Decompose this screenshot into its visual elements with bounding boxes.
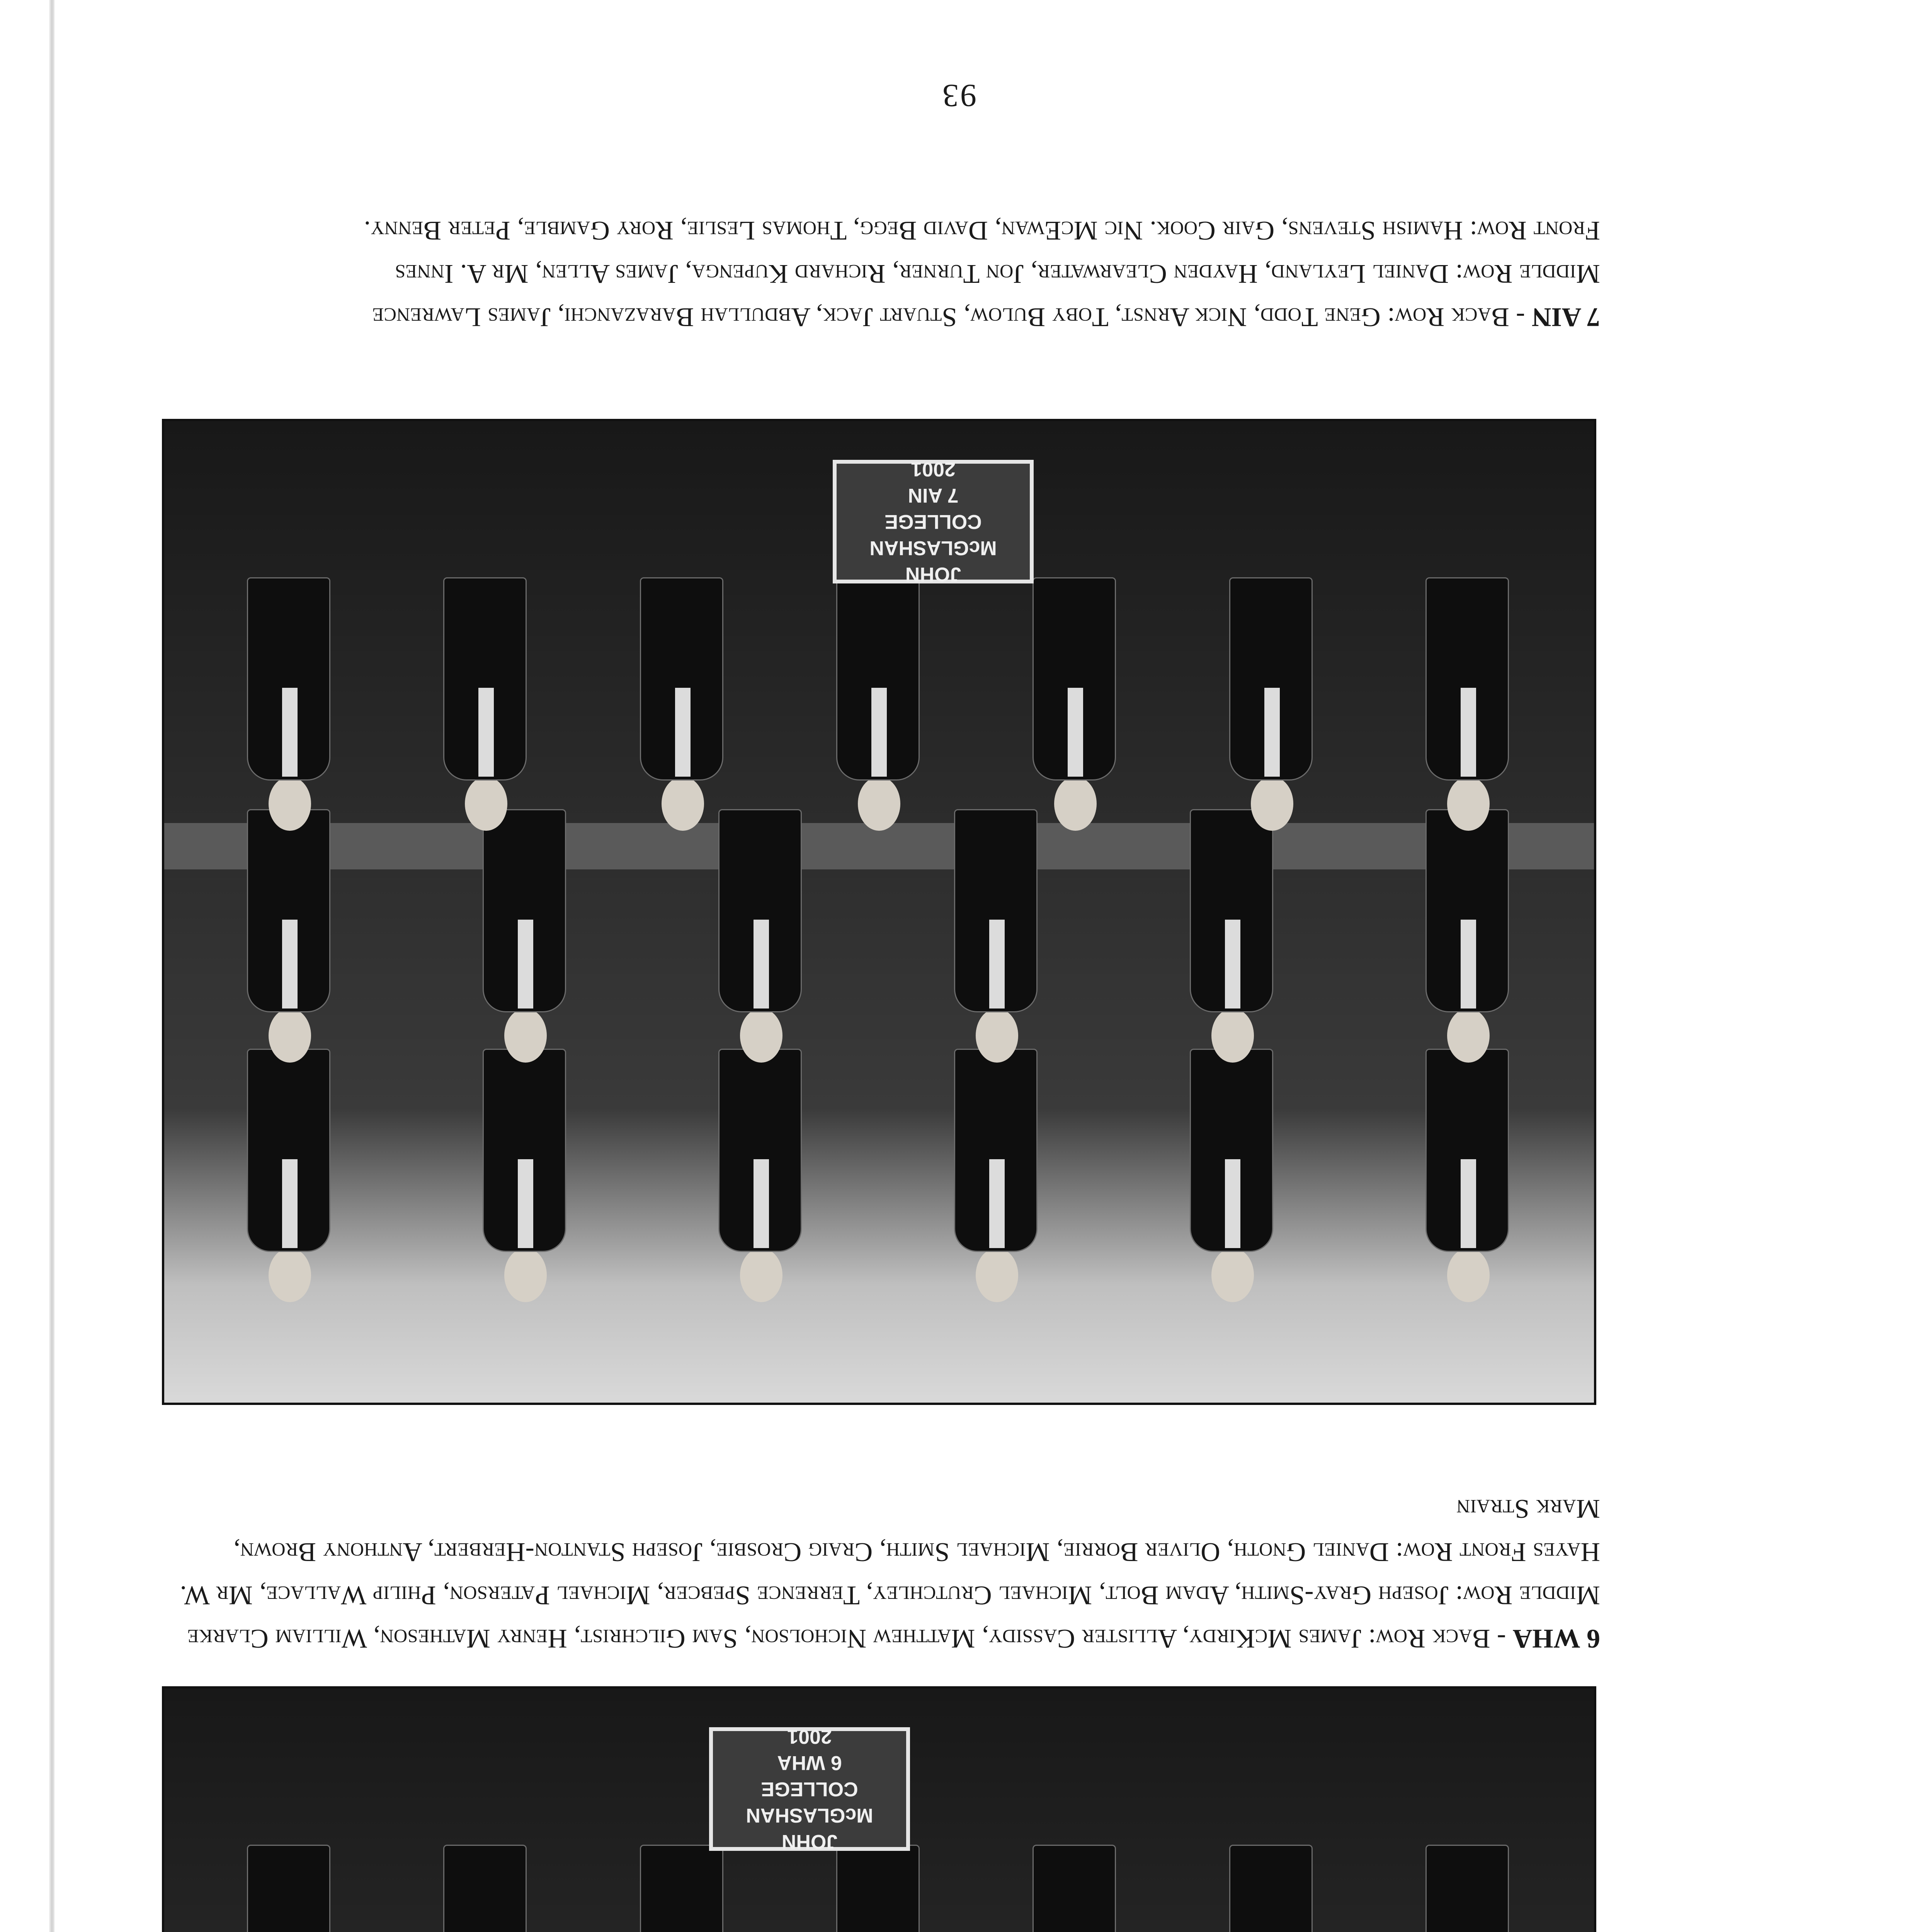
class-sign	[709, 1727, 910, 1851]
class-photo-6-wha	[162, 1686, 1596, 1932]
front-row-names: Daniel Gnoth, Oliver Borrie, Michael Smith, Craig Crosbie, Joseph Stanton-Herbert, Anthony Brown, Mark Strain	[233, 1494, 1600, 1567]
student-figure	[1224, 1804, 1320, 1932]
class-name: 6 WHA	[1512, 1624, 1600, 1653]
sign-line: 6 WHA	[777, 1752, 842, 1774]
sign-line: McGLASHAN	[746, 1804, 873, 1827]
back-row-label: Back Row:	[1387, 302, 1509, 332]
scan-edge	[49, 0, 54, 1932]
sign-line: COLLEGE	[885, 510, 982, 533]
student-figure	[438, 1804, 534, 1932]
student-figure	[438, 537, 534, 831]
student-figure	[1027, 1804, 1124, 1932]
student-figure	[1420, 537, 1517, 831]
front-row-label: Front Row:	[1395, 1537, 1526, 1567]
student-figure	[1420, 1804, 1517, 1932]
front-row-label: Front Row:	[1470, 216, 1600, 245]
back-row-names: James McKirdy, Allister Cassidy, Matthew Nicholson, Sam Gilchrist, Henry Matheson, William Clarke	[187, 1624, 1362, 1653]
back-row-names: Gene Todd, Nick Arnst, Toby Bulow, Stuart Jack, Abdullah Barazanchi, James Lawrence	[372, 302, 1381, 332]
caption-back-row: 7 AIN - Back Row: Gene Todd, Nick Arnst, Toby Bulow, Stuart Jack, Abdullah Barazanchi, James Lawrence	[372, 302, 1600, 332]
front-row-names: Hamish Stevens, Gair Cook. Nic McEwan, David Begg, Thomas Leslie, Rory Gamble, Peter Benny.	[364, 216, 1463, 245]
page-number: 93	[941, 78, 976, 114]
middle-row-names: Daniel Leyland, Hayden Clearwater, Jon Turner, Richard Kupenga, James Allen, Mr A. Innes	[395, 259, 1449, 289]
class-photo-7-ain	[162, 419, 1596, 1405]
sign-line: JOHN	[905, 563, 961, 585]
student-figure	[634, 537, 731, 831]
sign-line: McGLASHAN	[869, 537, 997, 559]
student-figure	[242, 537, 338, 831]
sign-line: 7 AIN	[908, 484, 959, 507]
sign-line: COLLEGE	[761, 1778, 858, 1800]
middle-row-label: Middle Row:	[1455, 1580, 1600, 1610]
sign-line: 2001	[911, 458, 956, 480]
caption-middle-row	[163, 252, 1600, 295]
middle-row-names: Joseph Gray-Smith, Adam Bolt, Michael Crutchley, Terrence Spebcer, Michael Paterson, Philip Wallace, Mr W. Hayes	[180, 1537, 1600, 1610]
caption-7-ain	[163, 209, 1600, 338]
middle-row-label: Middle Row:	[1455, 259, 1600, 289]
student-figure	[1224, 537, 1320, 831]
sign-line: JOHN	[781, 1830, 838, 1853]
sign-line: 2001	[787, 1725, 832, 1748]
student-figure	[242, 1804, 338, 1932]
class-sign	[833, 460, 1034, 583]
back-row-label: Back Row:	[1368, 1624, 1490, 1653]
caption-front-row	[163, 209, 1600, 252]
student-figure	[1027, 537, 1124, 831]
caption-6-wha: 6 WHA - Back Row: James McKirdy, Allister Cassidy, Matthew Nicholson, Sam Gilchrist, Henry Matheson, William Clarke Middle Row: Joseph Gray-Smith, Adam Bolt, Michael Crutchley, Terrence Spebcer, Michael Paterson, Philip Wallace, Mr W. Hayes Front Row: Daniel Gnoth, Oliver Borrie, Michael Smith, Craig Crosbie, Joseph Stanton-Herbert, Anthony Brown, Mark Strain	[180, 1494, 1600, 1653]
class-name: 7 AIN	[1532, 302, 1600, 332]
